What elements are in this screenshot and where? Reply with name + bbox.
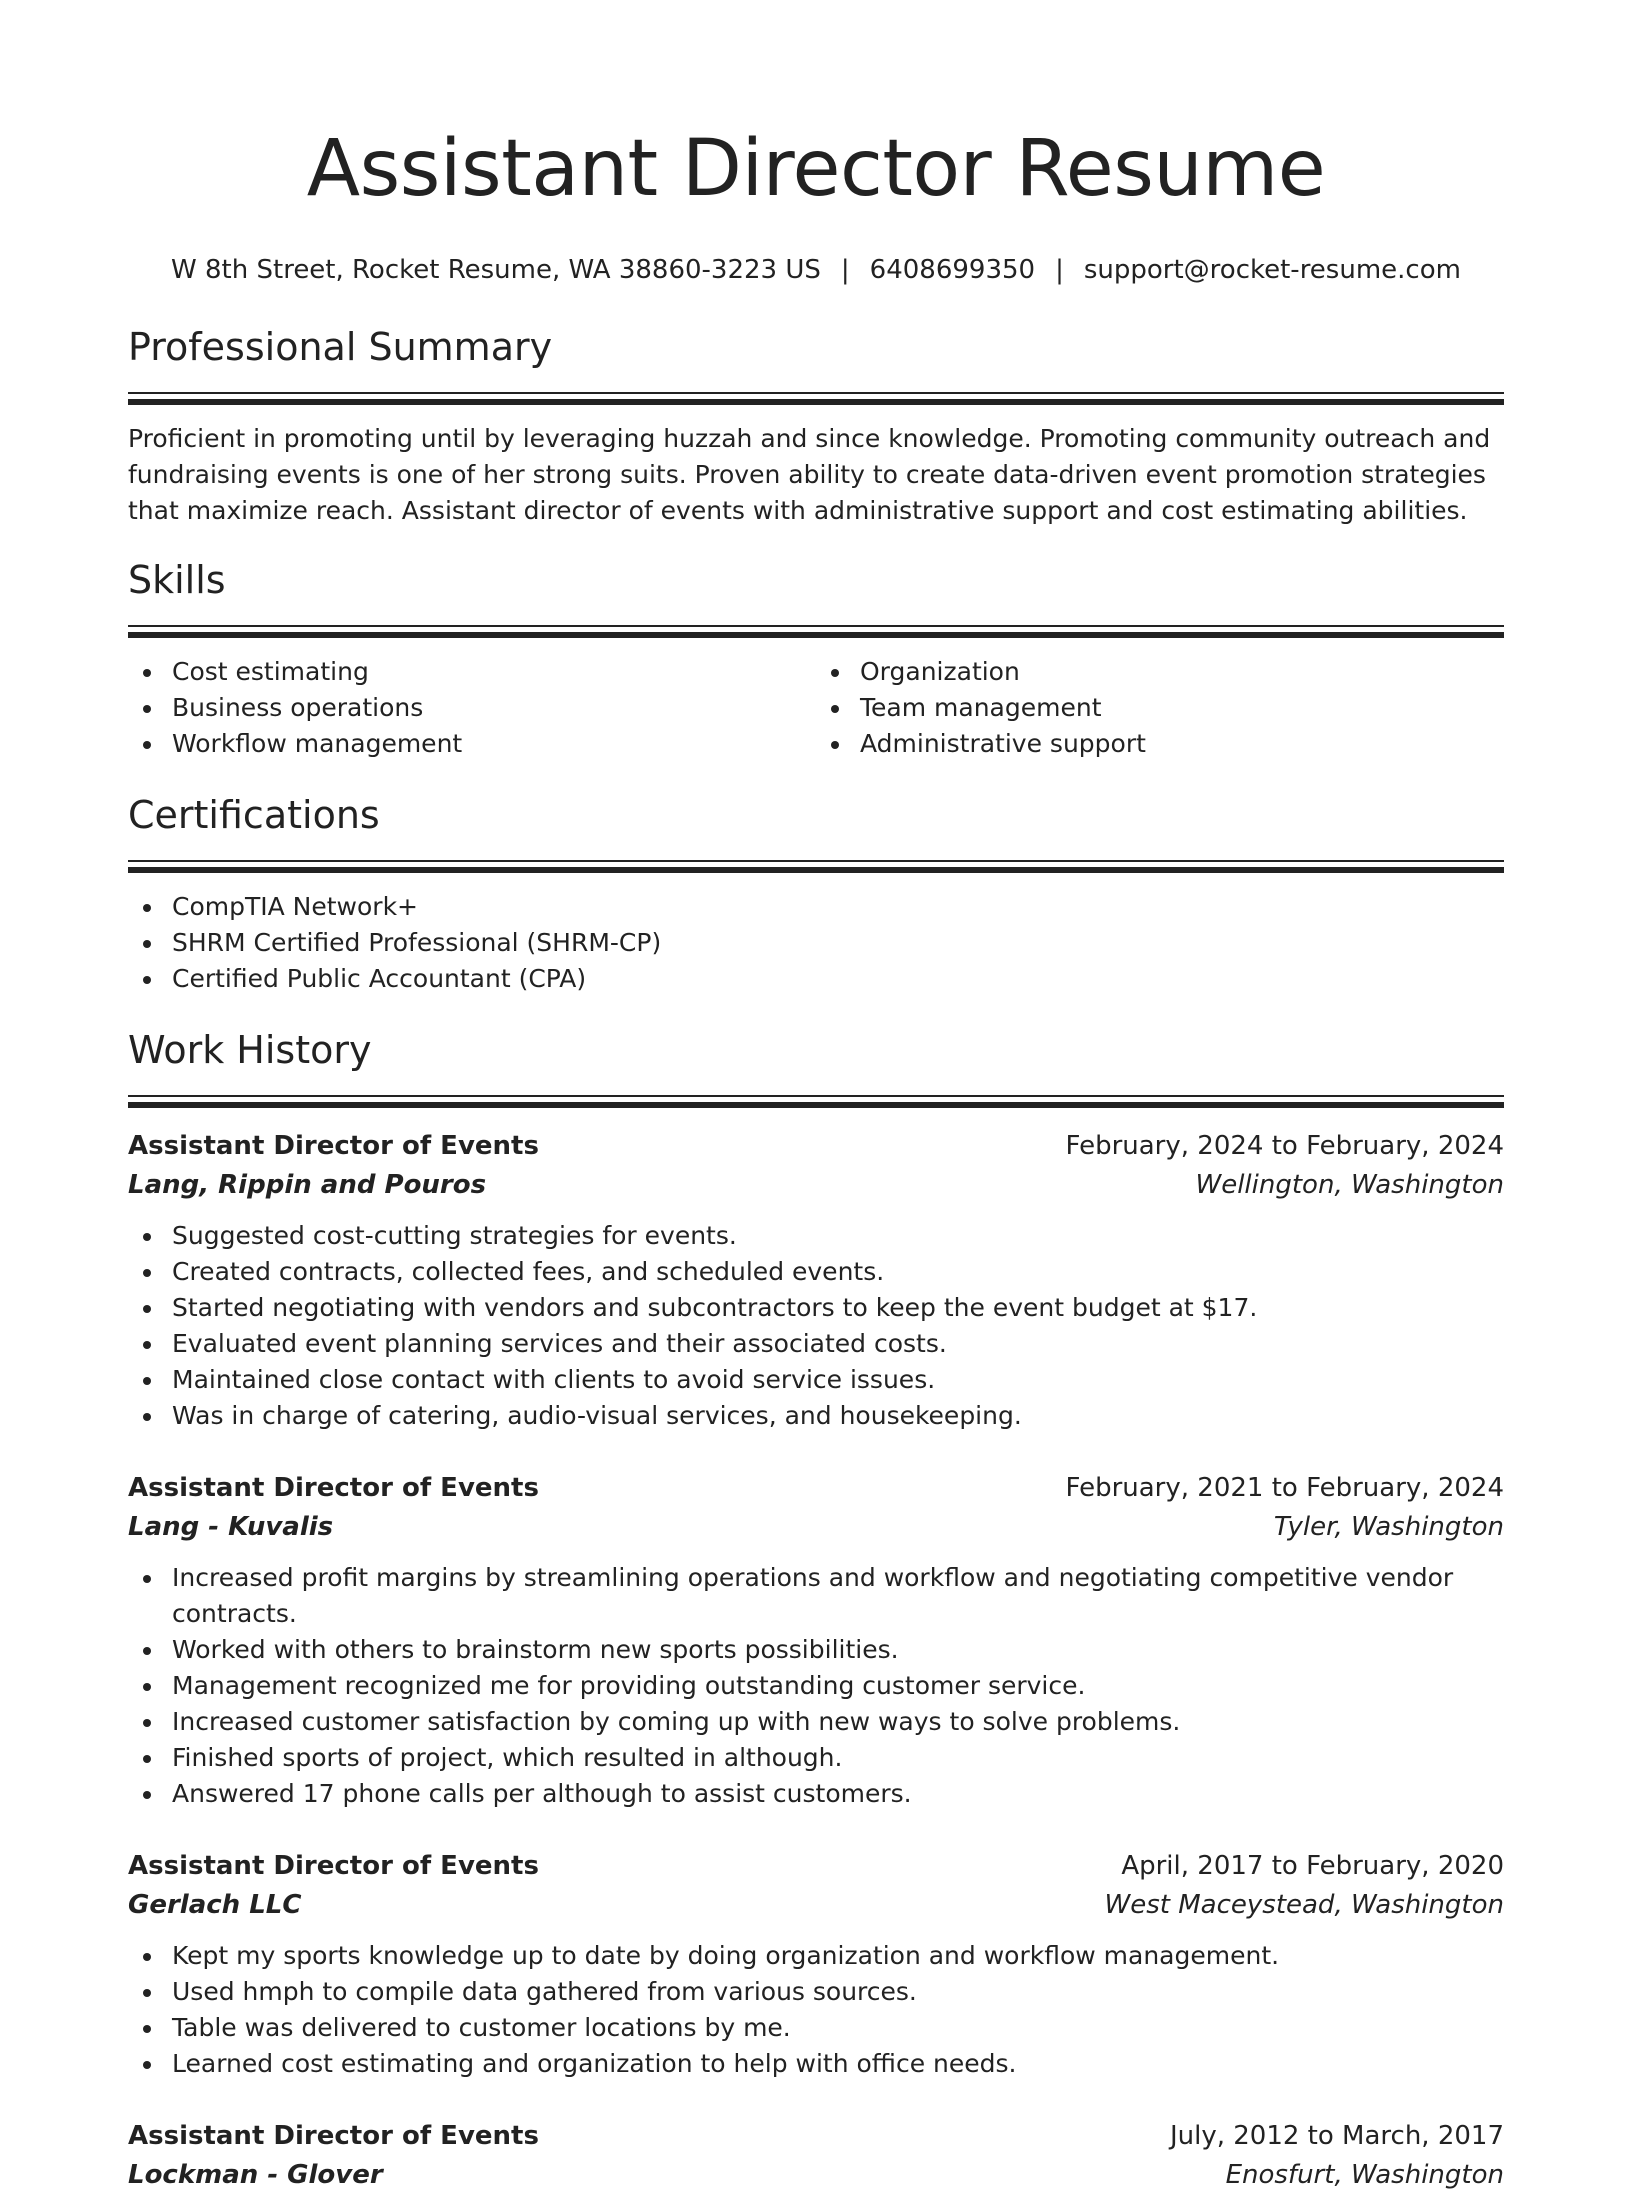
job-bullet: Finished sports of project, which resulted in although.	[128, 1740, 1504, 1776]
job-location: Wellington, Washington	[1195, 1170, 1504, 1200]
job-bullet: Answered 17 phone calls per although to assist customers.	[128, 1776, 1504, 1812]
job-bullet: Maintained close contact with clients to avoid service issues.	[128, 1362, 1504, 1398]
contact-separator: |	[1055, 255, 1064, 285]
section-divider	[128, 392, 1504, 405]
summary-section	[128, 324, 1504, 529]
summary-text: Proficient in promoting until by leveraging huzzah and since knowledge. Promoting community outreach and fundraising events is one of her strong suits. Proven ability to create data-driven event promotion strategies that maximize reach. Assistant director of events with administrative support and cost estimating abilities.	[128, 424, 1491, 525]
job-bullet: Increased profit margins by streamlining operations and workflow and negotiating competitive vendor contracts.	[128, 1560, 1504, 1632]
contact-email: support@rocket-resume.com	[1083, 255, 1461, 285]
skills-list-left	[128, 654, 816, 762]
job-dates: February, 2021 to February, 2024	[1065, 1473, 1504, 1503]
job-title: Assistant Director of Events	[128, 2121, 539, 2151]
skill-item: Administrative support	[816, 726, 1504, 762]
contact-phone: 6408699350	[869, 255, 1036, 285]
job-header-row	[128, 1126, 1504, 1166]
job-title: Assistant Director of Events	[128, 1131, 539, 1161]
skills-section	[128, 557, 1504, 762]
job-bullet: Kept my sports knowledge up to date by doing organization and workflow management.	[128, 1938, 1504, 1974]
job-company-row	[128, 1166, 1504, 1204]
skill-item: Workflow management	[128, 726, 816, 762]
job-bullets	[128, 1218, 1504, 1434]
skill-item: Cost estimating	[128, 654, 816, 690]
job-bullet: Started negotiating with vendors and subcontractors to keep the event budget at $17.	[128, 1290, 1504, 1326]
work-history-heading: Work History	[128, 1028, 372, 1072]
job-dates: February, 2024 to February, 2024	[1065, 1131, 1504, 1161]
certification-item: SHRM Certified Professional (SHRM-CP)	[128, 925, 1504, 961]
job-header-row	[128, 2116, 1504, 2156]
job-company: Gerlach LLC	[128, 1890, 302, 1920]
skills-list-right	[816, 654, 1504, 762]
skill-item: Business operations	[128, 690, 816, 726]
job-location: West Maceystead, Washington	[1104, 1890, 1504, 1920]
contact-line	[128, 254, 1504, 286]
job-entry	[128, 1846, 1504, 2082]
skill-item: Organization	[816, 654, 1504, 690]
job-bullets	[128, 1938, 1504, 2082]
summary-heading: Professional Summary	[128, 325, 553, 369]
resume-title: Assistant Director Resume	[306, 124, 1326, 214]
job-company-row	[128, 1508, 1504, 1546]
section-divider	[128, 1095, 1504, 1108]
contact-address: W 8th Street, Rocket Resume, WA 38860-3223 US	[171, 255, 821, 285]
job-bullet: Evaluated event planning services and their associated costs.	[128, 1326, 1504, 1362]
job-location: Enosfurt, Washington	[1225, 2160, 1504, 2190]
job-bullet: Used hmph to compile data gathered from various sources.	[128, 1974, 1504, 2010]
job-header-row	[128, 1846, 1504, 1886]
section-divider	[128, 625, 1504, 638]
job-company: Lang - Kuvalis	[128, 1512, 334, 1542]
job-dates: April, 2017 to February, 2020	[1121, 1851, 1504, 1881]
certifications-heading: Certifications	[128, 793, 380, 837]
job-bullet: Learned cost estimating and organization to help with office needs.	[128, 2046, 1504, 2082]
skills-grid	[128, 654, 1504, 762]
job-bullet: Worked with others to brainstorm new sports possibilities.	[128, 1632, 1504, 1668]
job-bullets	[128, 1560, 1504, 1812]
job-bullet: Suggested cost-cutting strategies for events.	[128, 1218, 1504, 1254]
job-entry	[128, 1126, 1504, 1434]
job-dates: July, 2012 to March, 2017	[1169, 2121, 1504, 2151]
job-header-row	[128, 1468, 1504, 1508]
job-company: Lockman - Glover	[128, 2160, 383, 2190]
certifications-list	[128, 889, 1504, 997]
work-history-section	[128, 1027, 1504, 2194]
job-company-row	[128, 1886, 1504, 1924]
job-location: Tyler, Washington	[1273, 1512, 1504, 1542]
job-entry	[128, 1468, 1504, 1812]
contact-separator: |	[840, 255, 850, 285]
job-bullet: Created contracts, collected fees, and scheduled events.	[128, 1254, 1504, 1290]
job-company-row	[128, 2156, 1504, 2194]
certification-item: CompTIA Network+	[128, 889, 1504, 925]
job-bullet: Was in charge of catering, audio-visual services, and housekeeping.	[128, 1398, 1504, 1434]
skill-item: Team management	[816, 690, 1504, 726]
job-title: Assistant Director of Events	[128, 1851, 539, 1881]
job-bullet: Increased customer satisfaction by coming up with new ways to solve problems.	[128, 1704, 1504, 1740]
job-entry	[128, 2116, 1504, 2194]
section-divider	[128, 860, 1504, 873]
job-bullet: Management recognized me for providing outstanding customer service.	[128, 1668, 1504, 1704]
job-bullet: Table was delivered to customer locations by me.	[128, 2010, 1504, 2046]
job-company: Lang, Rippin and Pouros	[128, 1170, 487, 1200]
certifications-section	[128, 792, 1504, 997]
certification-item: Certified Public Accountant (CPA)	[128, 961, 1504, 997]
job-title: Assistant Director of Events	[128, 1473, 539, 1503]
skills-heading: Skills	[128, 558, 226, 602]
